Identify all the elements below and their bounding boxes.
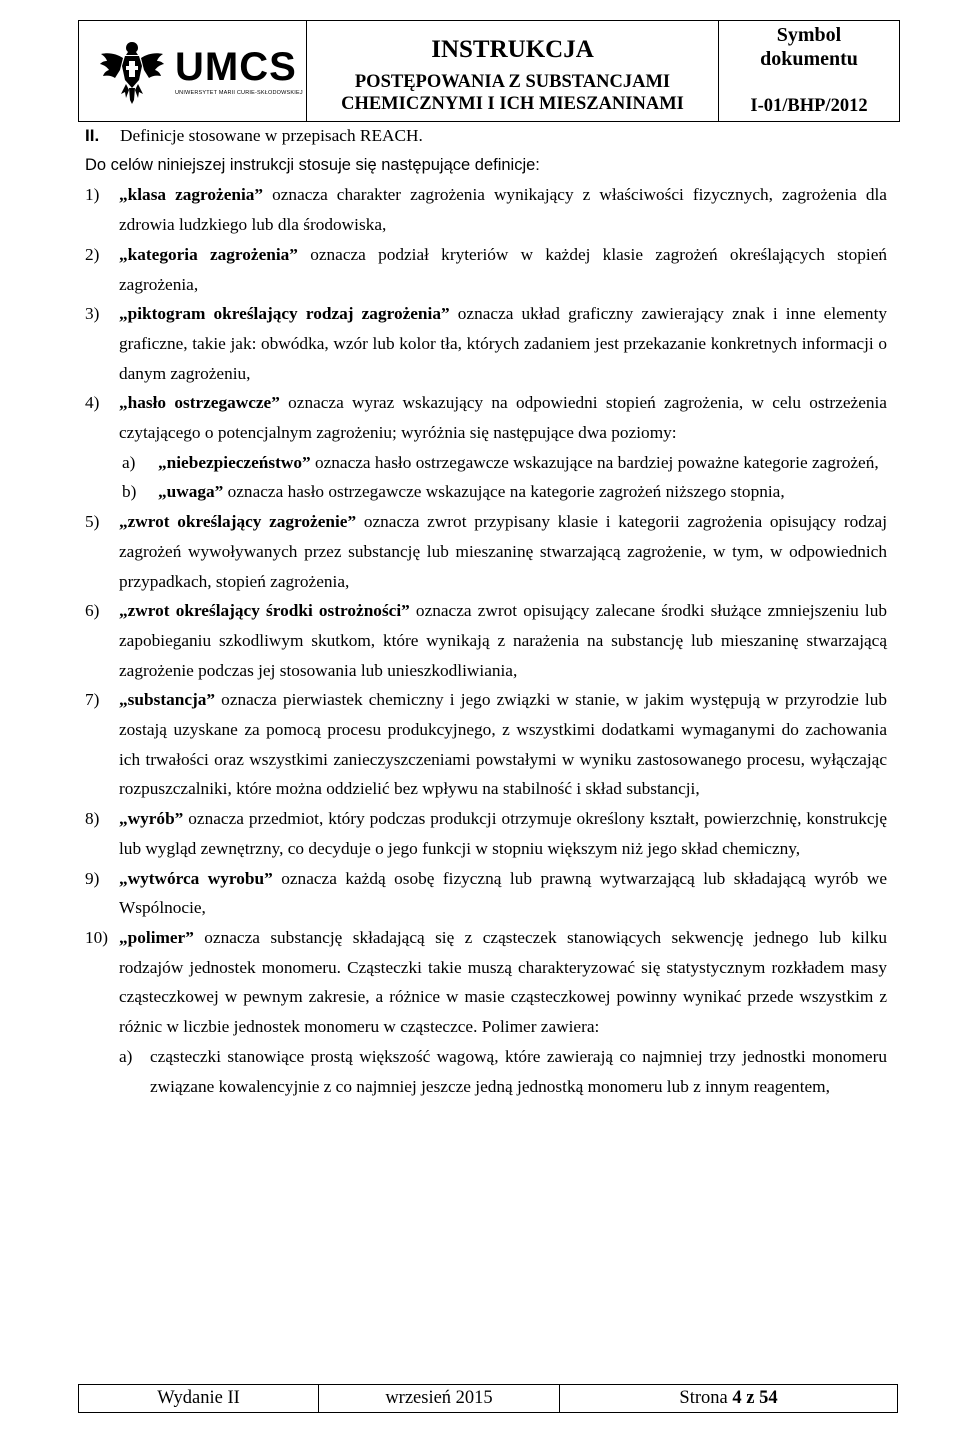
subitem-text: cząsteczki stanowiące prostą większość wagową, które zawierają co najmniej trzy jednostki monomeru związane kowalencyjnie z co najmniej jeszcze jedną jednostką monomeru lub z innym reagentem, bbox=[150, 1046, 887, 1096]
definition-term: „zwrot określający zagrożenie” bbox=[119, 512, 357, 532]
footer-page-sep: z bbox=[741, 1388, 760, 1408]
definition-number: 6) bbox=[85, 601, 100, 621]
document-header bbox=[78, 20, 900, 122]
definition-text: oznacza zwrot przypisany klasie i kategorii zagrożenia opisujący rodzaj zagrożeń wywoływanych przez substancję lub mieszaninę stwarzającą zagrożenie, w tym, w odpowiednich przypadkach, stopień zagrożenia, bbox=[119, 512, 887, 591]
definition-term: „substancja” bbox=[119, 690, 216, 710]
symbol-label-line2: dokumentu bbox=[760, 48, 858, 70]
footer-page bbox=[560, 1385, 898, 1413]
definition-text: oznacza charakter zagrożenia wynikający z właściwości fizycznych, zagrożenia dla zdrowia ludzkiego lub dla środowiska, bbox=[119, 185, 887, 235]
definition-item bbox=[85, 299, 887, 388]
definition-item bbox=[85, 180, 887, 239]
definition-term: „piktogram określający rodzaj zagrożenia” bbox=[119, 304, 450, 324]
footer-date: wrzesień 2015 bbox=[319, 1385, 560, 1413]
definition-subitem bbox=[85, 477, 887, 507]
section-title: Definicje stosowane w przepisach REACH. bbox=[120, 126, 423, 145]
definition-term: „wyrób” bbox=[119, 809, 184, 829]
document-subtitle-line1: POSTĘPOWANIA Z SUBSTANCJAMI bbox=[354, 72, 671, 92]
document-body bbox=[85, 121, 887, 1101]
definition-term: „wytwórca wyrobu” bbox=[119, 868, 273, 888]
definition-subitem bbox=[85, 448, 887, 478]
document-title: INSTRUKCJA bbox=[431, 36, 594, 63]
footer-edition: Wydanie II bbox=[79, 1385, 319, 1413]
definition-term: „klasa zagrożenia” bbox=[119, 185, 264, 205]
definition-term: „polimer” bbox=[119, 927, 194, 947]
definition-text: oznacza układ graficzny zawierający znak i inne elementy graficzne, takie jak: obwódka, wzór lub kolor tła, których zadaniem jest przekazanie konkretnych informacji o danym zagrożeniu, bbox=[119, 304, 888, 383]
footer-page-current: 4 bbox=[732, 1388, 742, 1408]
subitem-letter: a) bbox=[122, 452, 136, 472]
definition-text: oznacza zwrot opisujący zalecane środki służące zmniejszeniu lub zapobieganiu szkodliwym skutkom, które wynikają z narażenia na substancję lub mieszaninę stwarzającą zagrożenie podczas jej stosowania lub unieszkodliwiania, bbox=[119, 601, 887, 680]
umcs-logo bbox=[79, 21, 306, 121]
definitions-list bbox=[85, 180, 887, 1101]
footer-page-total: 54 bbox=[759, 1388, 778, 1408]
definition-term: „kategoria zagrożenia” bbox=[119, 244, 298, 264]
subitem-text: oznacza hasło ostrzegawcze wskazujące na kategorie zagrożeń niższego stopnia, bbox=[223, 482, 785, 502]
logo-wordmark: UMCS bbox=[175, 44, 297, 89]
subitem-term: „uwaga” bbox=[158, 482, 224, 502]
definition-item bbox=[85, 388, 887, 447]
definition-item bbox=[85, 804, 887, 863]
section-heading bbox=[85, 121, 887, 151]
definition-text: oznacza pierwiastek chemiczny i jego związki w stanie, w jakim występują w przyrodzie lub zostają uzyskane za pomocą procesu produkcyjnego, z wszystkimi dodatkami wymaganymi do zachowania ich trwałości oraz wszystkimi zanieczyszczeniami powstałymi w wyniku zastosowanego procesu, wyłączając rozpuszczalniki, które można oddzielić bez wpływu na stabilność i skład substancji, bbox=[119, 690, 887, 799]
symbol-label-line1: Symbol bbox=[776, 24, 842, 46]
definition-item bbox=[85, 864, 887, 923]
subitem-letter: a) bbox=[119, 1046, 133, 1066]
definition-number: 5) bbox=[85, 512, 100, 532]
eagle-emblem-icon bbox=[95, 34, 169, 108]
subitem-text: oznacza hasło ostrzegawcze wskazujące na bardziej poważne kategorie zagrożeń, bbox=[310, 452, 879, 472]
definition-term: „zwrot określający środki ostrożności” bbox=[119, 601, 410, 621]
footer-page-prefix: Strona bbox=[679, 1388, 733, 1408]
definition-item bbox=[85, 596, 887, 685]
definition-number: 4) bbox=[85, 393, 100, 413]
definition-item bbox=[85, 240, 887, 299]
definition-text: oznacza przedmiot, który podczas produkcji otrzymuje określony kształt, powierzchnię, konstrukcję lub wygląd zewnętrzny, co decyduje o jego funkcji w stopniu większym niż jego skład chemiczny, bbox=[119, 809, 887, 858]
title-cell bbox=[307, 21, 719, 122]
definition-number: 9) bbox=[85, 868, 100, 888]
subitem-letter: b) bbox=[122, 482, 137, 502]
definition-term: „hasło ostrzegawcze” bbox=[119, 393, 280, 413]
definition-number: 8) bbox=[85, 809, 100, 829]
logo-cell bbox=[79, 21, 307, 122]
intro-paragraph: Do celów niniejszej instrukcji stosuje się następujące definicje: bbox=[85, 155, 540, 174]
definition-text: oznacza wyraz wskazujący na odpowiedni stopień zagrożenia, w celu ostrzeżenia czytającego o potencjalnym zagrożeniu; wyróżnia się następujące dwa poziomy: bbox=[119, 393, 887, 443]
document-subtitle-line2: CHEMICZNYMI I ICH MIESZANINAMI bbox=[341, 94, 684, 114]
definition-number: 2) bbox=[85, 244, 100, 264]
section-number: II. bbox=[85, 126, 100, 145]
logo-subtitle: UNIWERSYTET MARII CURIE-SKŁODOWSKIEJ bbox=[175, 89, 303, 96]
symbol-label-cell bbox=[719, 21, 900, 92]
subitem-term: „niebezpieczeństwo” bbox=[158, 452, 311, 472]
document-footer bbox=[78, 1384, 898, 1413]
symbol-value: I-01/BHP/2012 bbox=[719, 92, 900, 122]
definition-subitem bbox=[85, 1042, 887, 1101]
definition-number: 3) bbox=[85, 304, 100, 324]
definition-number: 7) bbox=[85, 690, 100, 710]
definition-text: oznacza podział kryteriów w każdej klasie zagrożeń określających stopień zagrożenia, bbox=[119, 244, 887, 294]
definition-item bbox=[85, 685, 887, 804]
definition-text: oznacza substancję składającą się z cząsteczek stanowiących sekwencję jednego lub kilku rodzajów jednostek monomeru. Cząsteczki takie muszą charakteryzować się statystycznym rozkładem masy cząsteczkowej w pewnym zakresie, a różnice w masie cząsteczkowej powinny wynikać przede wszystkim z różnic w liczbie jednostek monomeru w cząsteczce. Polimer zawiera: bbox=[119, 927, 887, 1037]
definition-text: oznacza każdą osobę fizyczną lub prawną wytwarzającą lub składającą wyrób we Wspólnocie, bbox=[119, 868, 887, 918]
definition-number: 1) bbox=[85, 185, 100, 205]
definition-item bbox=[85, 507, 887, 596]
definition-number: 10) bbox=[85, 927, 109, 947]
definition-item bbox=[85, 923, 887, 1042]
